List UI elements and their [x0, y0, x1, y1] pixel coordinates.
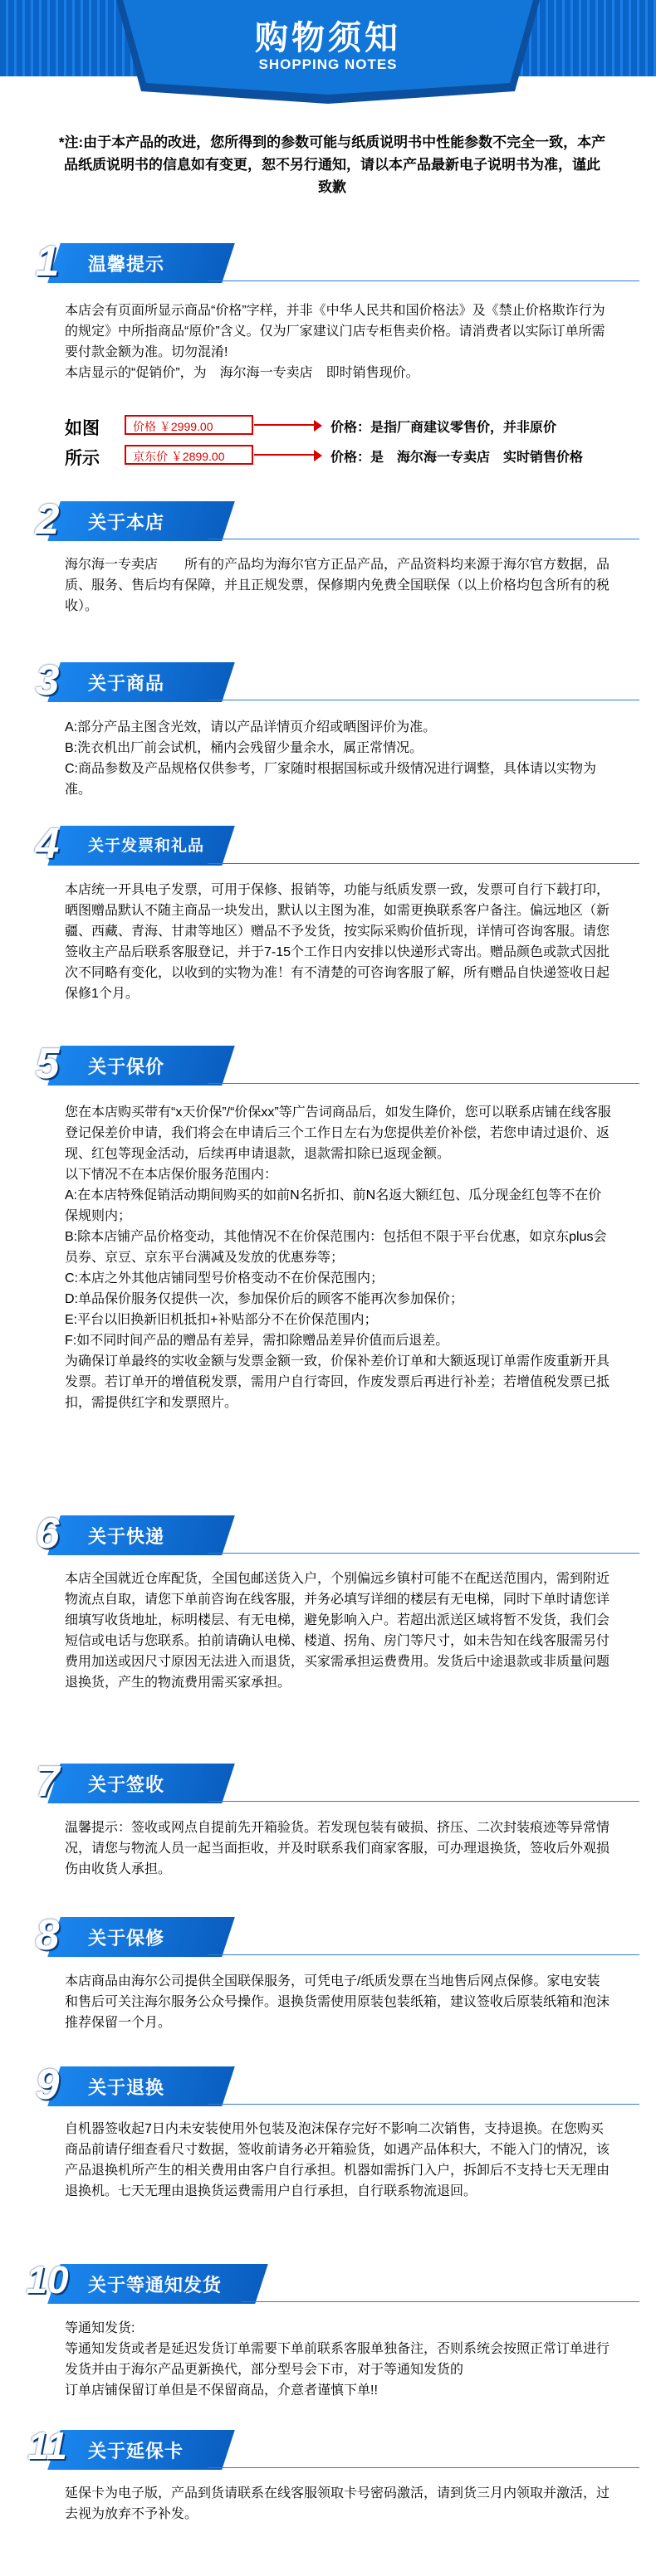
arrow-right-icon: [314, 420, 322, 432]
section-6-body: [65, 1569, 613, 1693]
section-6-heading: [17, 1507, 648, 1560]
page-header: [0, 0, 656, 120]
paragraph: 等通知发货:: [65, 2321, 135, 2335]
section-title: 关于保价: [88, 1056, 165, 1077]
section-divider: [208, 1083, 639, 1084]
section-8-body: [65, 1971, 613, 2033]
section-number-badge: 7: [35, 1758, 60, 1806]
section-title: 关于延保卡: [88, 2441, 184, 2461]
section-10-body: [65, 2318, 613, 2401]
section-number-badge: 3: [35, 656, 60, 705]
section-title: 关于商品: [88, 673, 165, 694]
paragraph: 订单店铺保留订单但是不保留商品，介意者谨慎下单!!: [65, 2383, 378, 2398]
section-2-heading: [17, 493, 648, 546]
section-3-body: [65, 717, 613, 800]
section-11-body: [65, 2483, 613, 2525]
section-number-badge: 5: [35, 1040, 60, 1088]
section-9-heading: [17, 2058, 648, 2111]
section-4-body: [65, 880, 613, 1004]
price-example-row: [65, 413, 629, 440]
section-divider: [208, 863, 639, 864]
paragraph: 本店商品由海尔公司提供全国联保服务，可凭电子/纸质发票在当地售后网点保修。家电安装和售后可关注海尔服务公众号操作。退换货需使用原装包装纸箱，建议签收后原装纸箱和泡沫推荐保留一个月。: [65, 1974, 610, 2030]
paragraph: 本店显示的“促销价”，为 海尔海一专卖店 即时销售现价。: [65, 366, 419, 380]
notice-text: *注:由于本产品的改进，您所得到的参数可能与纸质说明书中性能参数不完全一致，本产品纸质说明书的信息如有变更，恕不另行通知，请以本产品最新电子说明书为准，谨此致歉: [58, 134, 606, 195]
section-4-heading: [17, 817, 648, 871]
section-number-badge: 9: [35, 2061, 60, 2109]
price-example-desc: 价格：是 海尔海一专卖店 实时销售价格: [330, 451, 584, 465]
paragraph: 为确保订单最终的实收金额与发票金额一致，价保补差价订单和大额返现订单需作废重新开具发票。若订单开的增值税发票，需用户自行寄回，作废发票后再进行补差；若增值税发票已抵扣，需提供红字和发票照片。: [65, 1354, 610, 1410]
section-1-body: [65, 300, 613, 383]
section-divider: [208, 1553, 639, 1554]
section-2-body: [65, 554, 613, 617]
section-1-heading: [17, 235, 648, 288]
paragraph: 本店统一开具电子发票，可用于保修、报销等，功能与纸质发票一致，发票可自行下载打印，晒图赠品默认不随主商品一块发出，默认以主图为准，如需更换联系客户备注。偏远地区（新疆、西藏、青海、甘肃等地区）赠品不予发货，按实际采购价值折现，详情可咨询客服。请您签收主产品后联系客服登记，并于7-15个工作日内安排以快递形式寄出。赠品颜色或款式因批次不同略有变化，以收到的实物为准！有不清楚的可咨询客服了解，所有赠品自快递签收日起保修1个月。: [65, 883, 610, 1001]
price-example-desc: 价格：是指厂商建议零售价，并非原价: [330, 421, 557, 435]
section-5-heading: [17, 1037, 648, 1090]
paragraph: 本店全国就近仓库配货，全国包邮送货入户，个别偏远乡镇村可能不在配送范围内，需到附近物流点自取，请您下单前咨询在线客服，并务必填写详细的楼层有无电梯，同时下单时请您详细填写收货地址，标明楼层、有无电梯，避免影响入户。若超出派送区域将暂不发货，我们会短信或电话与您联系。拍前请确认电梯、楼道、拐角、房门等尺寸，如未告知在线客服需另付费用加送或因尺寸原因无法进入而退货，买家需承担运费费用。发货后中途退款或非质量问题退换货，产生的物流费用需买家承担。: [65, 1572, 610, 1690]
paragraph: C:商品参数及产品规格仅供参考，厂家随时根据国标或升级情况进行调整，具体请以实物为准。: [65, 762, 597, 797]
section-11-heading: [17, 2422, 648, 2475]
price-example-label: 如图: [65, 419, 100, 438]
section-number-badge: 2: [35, 495, 60, 544]
section-divider: [241, 2301, 639, 2302]
paragraph: 您在本店购买带有“x天价保”/“价保xx”等广告词商品后，如发生降价，您可以联系店铺在线客服登记保差价申请，我们将会在申请后三个工作日左右为您提供差价补偿，若您申请过退价、返现、红包等现金活动，后续再申请退款，退款需扣除已返现金额。: [65, 1105, 611, 1161]
section-number-badge: 6: [35, 1510, 60, 1558]
section-title: 关于本店: [88, 512, 165, 533]
paragraph: C:本店之外其他店铺同型号价格变动不在价保范围内；: [65, 1271, 384, 1286]
section-title: 温馨提示: [88, 254, 165, 275]
paragraph: 温馨提示：签收或网点自提前先开箱验货。若发现包装有破损、挤压、二次封装痕迹等异常情况，请您与物流人员一起当面拒收，并及时联系我们商家客服，可办理退换货，签收后外观损伤由收货人承担。: [65, 1821, 610, 1876]
section-3-heading: [17, 654, 648, 707]
section-number-badge: 8: [35, 1911, 60, 1959]
paragraph: B:洗衣机出厂前会试机，桶内会残留少量余水，属正常情况。: [65, 741, 423, 755]
paragraph: B:除本店铺产品价格变动，其他情况不在价保范围内：包括但不限于平台优惠，如京东plus会员券、京豆、京东平台满减及发放的优惠券等；: [65, 1230, 607, 1265]
paragraph: D:单品保价服务仅提供一次，参加保价后的顾客不能再次参加保价；: [65, 1292, 464, 1306]
section-number-badge: 1: [35, 237, 60, 285]
price-example-box: 价格 ￥2999.00: [125, 415, 253, 435]
section-title: 关于退换: [88, 2077, 165, 2098]
paragraph: 海尔海一专卖店 所有的产品均为海尔官方正品产品，产品资料均来源于海尔官方数据，品质、服务、售后均有保障，并且正规发票，保修期内免费全国联保（以上价格均包含所有的税收）。: [65, 558, 610, 613]
section-10-heading: [17, 2256, 648, 2309]
section-number-badge: 11: [27, 2424, 67, 2467]
paragraph: 等通知发货或者是延迟发货订单需要下单前联系客服单独备注，否则系统会按照正常订单进行发货并由于海尔产品更新换代，部分型号会下市，对于等通知发货的: [65, 2342, 610, 2377]
section-7-heading: [17, 1755, 648, 1808]
section-number-badge: 10: [26, 2258, 69, 2301]
section-divider: [208, 1954, 639, 1955]
paragraph: 自机器签收起7日内未安装使用外包装及泡沫保存完好不影响二次销售，支持退换。在您购买商品前请仔细查看尺寸数据，签收前请务必开箱验货，如遇产品体积大，不能入门的情况，该产品退换机所产生的相关费用由客户自行承担。机器如需拆门入户，拆卸后不支持七天无理由退换机。七天无理由退换货运费需用户自行承担，自行联系物流退回。: [65, 2122, 610, 2198]
section-title: 关于等通知发货: [88, 2275, 223, 2295]
section-divider: [208, 2467, 639, 2468]
section-7-body: [65, 1817, 613, 1880]
paragraph: A:部分产品主图含光效，请以产品详情页介绍或晒图评价为准。: [65, 720, 437, 734]
paragraph: F:如不同时间产品的赠品有差异，需扣除赠品差异价值而后退差。: [65, 1334, 449, 1348]
paragraph: 以下情况不在本店保价服务范围内：: [65, 1168, 278, 1182]
paragraph: 延保卡为电子版，产品到货请联系在线客服领取卡号密码激活，请到货三月内领取并激活，过去视为放弃不予补发。: [65, 2486, 610, 2521]
section-title: 关于快递: [88, 1526, 165, 1547]
price-example-label: 所示: [65, 449, 100, 468]
price-example-box: 京东价 ￥2899.00: [125, 445, 253, 465]
section-divider: [208, 1801, 639, 1802]
section-title: 关于发票和礼品: [88, 837, 205, 855]
section-5-body: [65, 1102, 613, 1413]
section-8-heading: [17, 1909, 648, 1962]
section-divider: [208, 2104, 639, 2105]
paragraph: A:在本店特殊促销活动期间购买的如前N名折扣、前N名返大额红包、瓜分现金红包等不在价保规则内；: [65, 1188, 602, 1223]
section-title: 关于签收: [88, 1774, 165, 1795]
price-example-row: [65, 443, 629, 470]
arrow-right-icon: [314, 450, 322, 461]
section-title: 关于保修: [88, 1928, 165, 1949]
section-number-badge: 4: [35, 820, 60, 868]
arrow-line: [254, 424, 316, 426]
page-title: 购物须知: [255, 20, 401, 56]
paragraph: 本店会有页面所显示商品“价格”字样，并非《中华人民共和国价格法》及《禁止价格欺诈行为的规定》中所指商品“原价”含义。仅为厂家建议门店专柜售卖价格。请消费者以实际订单所需要付款金额为准。切勿混淆!: [65, 304, 605, 359]
arrow-line: [254, 454, 316, 456]
page-subtitle: SHOPPING NOTES: [258, 56, 398, 72]
section-9-body: [65, 2119, 613, 2202]
paragraph: E:平台以旧换新旧机抵扣+补贴部分不在价保范围内；: [65, 1313, 378, 1327]
